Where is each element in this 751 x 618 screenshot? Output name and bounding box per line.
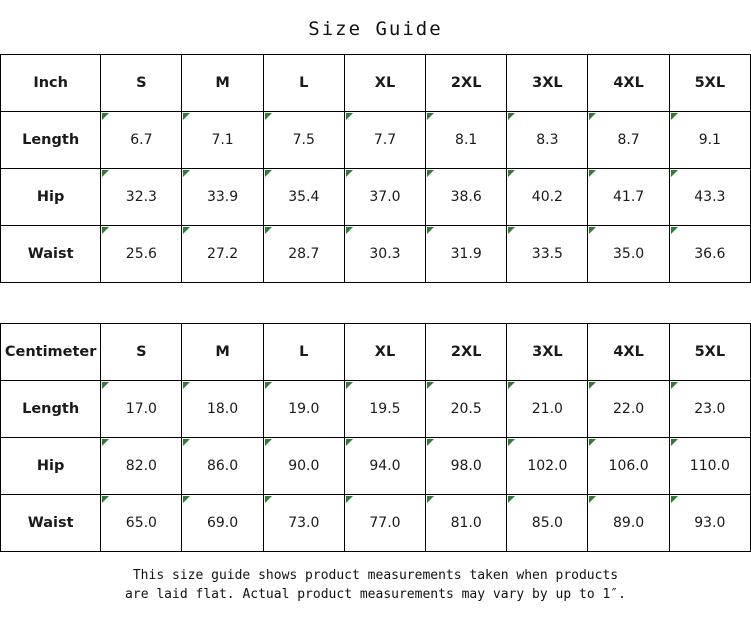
- cell-cm-hip-xl: 94.0: [344, 438, 425, 495]
- cell-inch-hip-l: 35.4: [263, 169, 344, 226]
- cell-cm-length-l: 19.0: [263, 381, 344, 438]
- column-header-xl: XL: [344, 55, 425, 112]
- cell-inch-length-s: 6.7: [101, 112, 182, 169]
- cell-inch-hip-xl: 37.0: [344, 169, 425, 226]
- cell-inch-hip-3xl: 40.2: [507, 169, 588, 226]
- cell-inch-hip-5xl: 43.3: [669, 169, 750, 226]
- table-row: [1, 438, 751, 495]
- cell-inch-length-4xl: 8.7: [588, 112, 669, 169]
- cell-inch-length-m: 7.1: [182, 112, 263, 169]
- cell-cm-length-5xl: 23.0: [669, 381, 750, 438]
- column-header-3xl: 3XL: [507, 55, 588, 112]
- table-row: [1, 226, 751, 283]
- cell-cm-length-s: 17.0: [101, 381, 182, 438]
- column-header-5xl: 5XL: [669, 55, 750, 112]
- unit-label-centimeter: Centimeter: [1, 324, 101, 381]
- unit-label-inch: Inch: [1, 55, 101, 112]
- row-label-length: Length: [1, 381, 101, 438]
- table-separator: [0, 283, 751, 323]
- row-label-length: Length: [1, 112, 101, 169]
- cell-inch-length-3xl: 8.3: [507, 112, 588, 169]
- row-label-hip: Hip: [1, 438, 101, 495]
- cell-inch-waist-m: 27.2: [182, 226, 263, 283]
- cell-inch-waist-xl: 30.3: [344, 226, 425, 283]
- column-header-xl: XL: [344, 324, 425, 381]
- table-row: [1, 112, 751, 169]
- column-header-l: L: [263, 55, 344, 112]
- cell-cm-waist-4xl: 89.0: [588, 495, 669, 552]
- row-label-hip: Hip: [1, 169, 101, 226]
- cell-inch-length-5xl: 9.1: [669, 112, 750, 169]
- cell-inch-hip-2xl: 38.6: [426, 169, 507, 226]
- cell-cm-hip-s: 82.0: [101, 438, 182, 495]
- cell-inch-hip-m: 33.9: [182, 169, 263, 226]
- cell-inch-length-2xl: 8.1: [426, 112, 507, 169]
- footnote: [0, 552, 751, 604]
- cell-inch-hip-s: 32.3: [101, 169, 182, 226]
- cell-cm-waist-xl: 77.0: [344, 495, 425, 552]
- size-table-inch: [0, 54, 751, 283]
- cell-cm-waist-3xl: 85.0: [507, 495, 588, 552]
- column-header-3xl: 3XL: [507, 324, 588, 381]
- cell-cm-waist-m: 69.0: [182, 495, 263, 552]
- cell-cm-waist-5xl: 93.0: [669, 495, 750, 552]
- footnote-line-2: are laid flat. Actual product measurements may vary by up to 1″.: [125, 587, 626, 602]
- cell-cm-hip-5xl: 110.0: [669, 438, 750, 495]
- column-header-4xl: 4XL: [588, 55, 669, 112]
- table-row: [1, 381, 751, 438]
- footnote-line-1: This size guide shows product measurements taken when products: [132, 568, 619, 583]
- cell-cm-length-4xl: 22.0: [588, 381, 669, 438]
- cell-inch-waist-5xl: 36.6: [669, 226, 750, 283]
- column-header-2xl: 2XL: [426, 324, 507, 381]
- page-title: Size Guide: [308, 18, 443, 40]
- table-row: [1, 495, 751, 552]
- cell-cm-length-3xl: 21.0: [507, 381, 588, 438]
- cell-inch-waist-2xl: 31.9: [426, 226, 507, 283]
- cell-inch-waist-l: 28.7: [263, 226, 344, 283]
- cell-cm-hip-3xl: 102.0: [507, 438, 588, 495]
- cell-cm-hip-2xl: 98.0: [426, 438, 507, 495]
- cell-cm-hip-m: 86.0: [182, 438, 263, 495]
- column-header-4xl: 4XL: [588, 324, 669, 381]
- cell-inch-waist-s: 25.6: [101, 226, 182, 283]
- cell-inch-waist-4xl: 35.0: [588, 226, 669, 283]
- row-label-waist: Waist: [1, 226, 101, 283]
- column-header-l: L: [263, 324, 344, 381]
- table-header-row: [1, 55, 751, 112]
- cell-inch-length-l: 7.5: [263, 112, 344, 169]
- cell-inch-hip-4xl: 41.7: [588, 169, 669, 226]
- cell-cm-length-m: 18.0: [182, 381, 263, 438]
- table-header-row: [1, 324, 751, 381]
- row-label-waist: Waist: [1, 495, 101, 552]
- cell-cm-waist-s: 65.0: [101, 495, 182, 552]
- cell-cm-length-2xl: 20.5: [426, 381, 507, 438]
- cell-cm-waist-2xl: 81.0: [426, 495, 507, 552]
- cell-cm-length-xl: 19.5: [344, 381, 425, 438]
- cell-inch-waist-3xl: 33.5: [507, 226, 588, 283]
- column-header-m: M: [182, 324, 263, 381]
- column-header-2xl: 2XL: [426, 55, 507, 112]
- column-header-m: M: [182, 55, 263, 112]
- cell-cm-hip-l: 90.0: [263, 438, 344, 495]
- cell-cm-hip-4xl: 106.0: [588, 438, 669, 495]
- column-header-s: S: [101, 55, 182, 112]
- cell-cm-waist-l: 73.0: [263, 495, 344, 552]
- column-header-s: S: [101, 324, 182, 381]
- size-table-centimeter: [0, 323, 751, 552]
- table-row: [1, 169, 751, 226]
- column-header-5xl: 5XL: [669, 324, 750, 381]
- cell-inch-length-xl: 7.7: [344, 112, 425, 169]
